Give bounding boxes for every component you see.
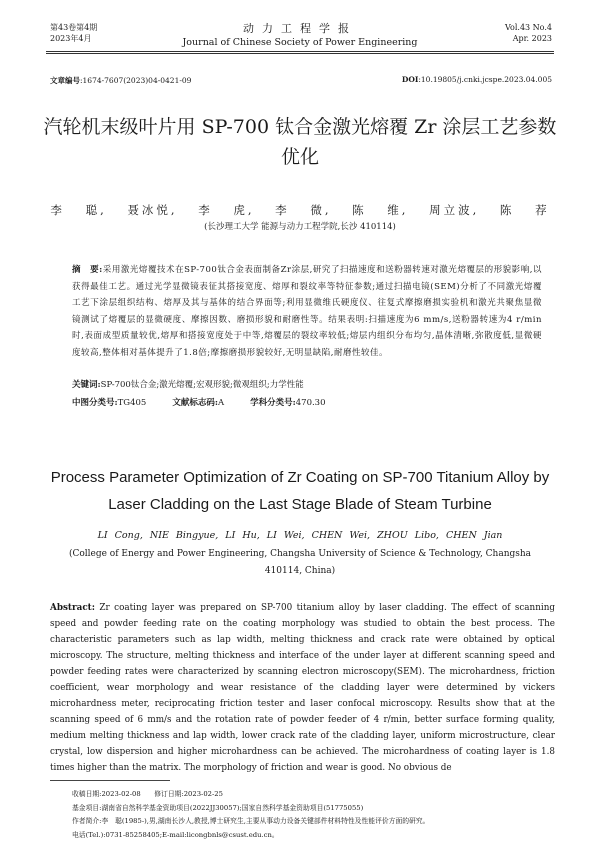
title-en: Process Parameter Optimization of Zr Coating on SP-700 Titanium Alloy by Laser Cladding on the Last Stage Blade of Steam Turbine — [50, 469, 550, 513]
header-volume-block — [50, 22, 97, 44]
clc-label: 中图分类号: — [72, 398, 118, 408]
abstract-en-text: Zr coating layer was prepared on SP-700 titanium alloy by laser cladding. The effect of scanning speed and powder feeding rate on the coating morphology was studied to obtain the best process. The characteristic parameters such as lap width, melting thickness and crack rate were obtained by optical microscopy. The structure, melting thickness and interface of the under layer at different scanning speed and powder feeding rates were characterized by scanning electron microscopy(SEM). The microhardness, friction coefficient, wear morphology and wear resistance of the cladding layer were determined by vickers microhardness meter, reciprocating friction tester and laser confocal microscopy. Results show that at the scanning speed of 6 mm/s and the rotation rate of powder feeder of 4 r/min, better surface forming quality, medium melting thickness and lap width, lower crack rate of the cladding layer, uniform microstructure, clear crystal, low dispersion and higher microhardness can be achieved. The microhardness of coating layer is 1.8 times higher than the matrix. The morphology of friction and wear is good. No obvious de — [50, 603, 555, 773]
article-number-label: 文章编号 — [50, 76, 80, 85]
footnote — [72, 788, 552, 842]
abstract-cn-text: 采用激光熔覆技术在SP-700钛合金表面制备Zr涂层,研究了扫描速度和送粉器转速对激光熔覆层的形貌影响,以获得最佳工艺。通过光学显微镜表征其搭接宽度、熔厚和裂纹率等特征参数;通过扫描电镜(SEM)分析了不同激光熔覆工艺下涂层组织结构、熔厚及其与基体的结合界面等;利用显微维氏硬度仪、往复式摩擦磨损实验机和激光共聚焦显微镜测试了熔覆层的显微硬度、摩擦因数、磨损形貌和耐磨性等。结果表明:扫描速度为6 mm/s,送粉器转速为4 r/min时,表面成型质量较优,熔厚和搭接宽度处于中等,熔覆层的裂纹率较低;熔层内组织分布均匀,晶体清晰,弥散度低,显微硬度较高,整体相对基体提升了1.8倍;摩擦磨损形貌较好,无明显缺陷,耐磨性较佳。 — [72, 265, 542, 358]
keywords-cn-label: 关键词: — [72, 380, 101, 390]
header-journal-en: Journal of Chinese Society of Power Engineering — [182, 37, 418, 48]
doi-label: DOI — [401, 75, 419, 84]
classification-cn — [72, 396, 542, 408]
header-volume-en: Vol.43 No.4 — [505, 23, 552, 32]
abstract-en-label: Abstract: — [50, 603, 95, 613]
header-date-en: Apr. 2023 — [512, 34, 552, 43]
affiliation-cn: (长沙理工大学 能源与动力工程学院,长沙 410114) — [204, 222, 396, 232]
doc-code-label: 文献标志码: — [172, 398, 218, 408]
affiliation-en: (College of Energy and Power Engineering, Changsha University of Science & Technology, Changsha 410114, China) — [68, 549, 532, 576]
article-number-value: :1674-7607(2023)04-0421-09 — [80, 76, 192, 85]
header-volume-en-block — [505, 22, 552, 44]
abstract-cn-label: 摘 要: — [72, 265, 103, 275]
authors-cn: 李 聪, 聂冰悦, 李 虎, 李 微, 陈 维, 周立波, 陈 荐 — [50, 203, 550, 217]
footnote-author-bio: 作者简介:李 聪(1985-),男,湖南长沙人,教授,博士研究生,主要从事动力设备关键部件材料特性及性能评价方面的研究。 — [72, 817, 430, 825]
header-journal-block — [170, 20, 430, 48]
doi-value: :10.19805/j.cnki.jcspe.2023.04.005 — [418, 75, 552, 84]
header-volume-cn: 第43卷第4期 — [50, 23, 98, 32]
subject-label: 学科分类号: — [250, 398, 296, 408]
footnote-dates: 收稿日期:2023-02-08 修订日期:2023-02-25 — [72, 790, 223, 798]
footnote-contact: 电话(Tel.):0731-85258405;E-mail:licongbnls@csust.edu.cn。 — [72, 830, 279, 839]
title-cn: 汽轮机末级叶片用 SP-700 钛合金激光熔覆 Zr 涂层工艺参数优化 — [43, 116, 557, 168]
doc-code-value: A — [217, 398, 225, 408]
clc-value: TG405 — [117, 398, 147, 408]
header-rule-thick — [46, 51, 554, 52]
abstract-cn — [72, 262, 542, 361]
footnote-rule — [50, 780, 170, 781]
authors-en: LI Cong, NIE Bingyue, LI Hu, LI Wei, CHEN Wei, ZHOU Libo, CHEN Jian — [97, 530, 503, 541]
doi — [402, 75, 552, 84]
header-journal-cn: 动力工程学报 — [243, 22, 357, 35]
subject-value: 470.30 — [295, 398, 326, 408]
keywords-cn-text: SP-700钛合金;激光熔覆;宏观形貌;微观组织;力学性能 — [100, 380, 304, 390]
abstract-en — [50, 600, 555, 776]
header-rule-thin — [46, 53, 554, 54]
keywords-cn — [72, 378, 542, 390]
article-number — [50, 75, 191, 86]
footnote-funding: 基金项目:湖南省自然科学基金资助项目(2022JJ30057);国家自然科学基金资助项目(51775055) — [72, 803, 364, 812]
header-date-cn: 2023年4月 — [50, 34, 92, 43]
